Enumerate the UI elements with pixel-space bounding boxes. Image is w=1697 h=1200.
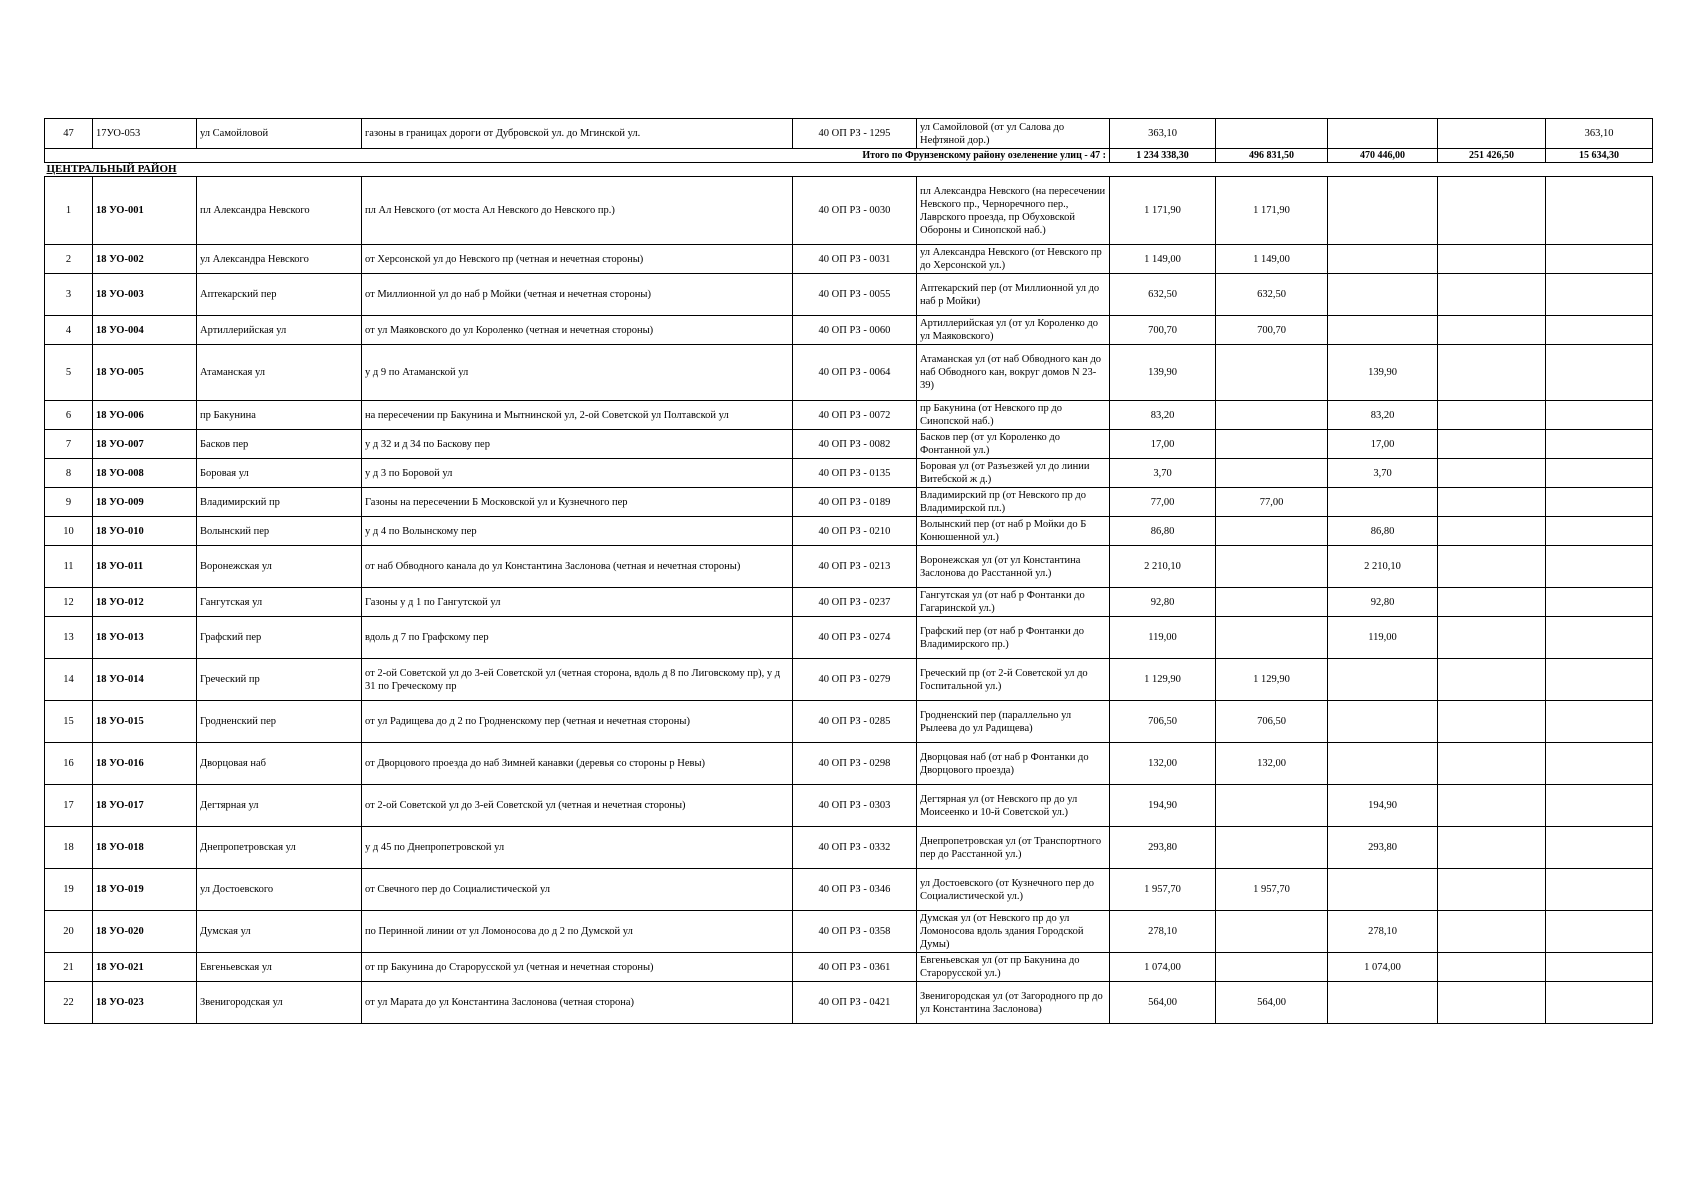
total-value: 3,70: [1110, 459, 1216, 488]
row-number: 13: [45, 617, 93, 659]
table-row: [45, 245, 1653, 274]
value-col-1: 706,50: [1216, 701, 1328, 743]
total-value: 119,00: [1110, 617, 1216, 659]
object-description: по Перинной линии от ул Ломоносова до д 2 по Думской ул: [362, 911, 793, 953]
table-row: [45, 517, 1653, 546]
row-number: 20: [45, 911, 93, 953]
row-number: 4: [45, 316, 93, 345]
value-col-3: [1438, 982, 1546, 1024]
total-value: 83,20: [1110, 401, 1216, 430]
value-col-2: 2 210,10: [1328, 546, 1438, 588]
value-col-4: [1546, 274, 1653, 316]
value-col-3: [1438, 401, 1546, 430]
object-code: 18 УО-021: [93, 953, 197, 982]
total-value: 77,00: [1110, 488, 1216, 517]
value-col-3: [1438, 316, 1546, 345]
road-section: Днепропетровская ул (от Транспортного пер до Расстанной ул.): [917, 827, 1110, 869]
object-code: 18 УО-002: [93, 245, 197, 274]
table-row: [45, 617, 1653, 659]
object-description: от Миллионной ул до наб р Мойки (четная и нечетная стороны): [362, 274, 793, 316]
total-value: 278,10: [1110, 911, 1216, 953]
object-description: от 2-ой Советской ул до 3-ей Советской ул (четная сторона, вдоль д 8 по Лиговскому пр), у д 31 по Греческому пр: [362, 659, 793, 701]
value-col-1: [1216, 827, 1328, 869]
road-section: Дворцовая наб (от наб р Фонтанки до Дворцового проезда): [917, 743, 1110, 785]
value-col-4: [1546, 546, 1653, 588]
road-section: Графский пер (от наб р Фонтанки до Владимирского пр.): [917, 617, 1110, 659]
street-name: Басков пер: [197, 430, 362, 459]
object-description: Газоны у д 1 по Гангутской ул: [362, 588, 793, 617]
road-section: Боровая ул (от Разъезжей ул до линии Витебской ж д.): [917, 459, 1110, 488]
object-code: 18 УО-006: [93, 401, 197, 430]
value-col-2: [1328, 701, 1438, 743]
value-col-1: [1216, 345, 1328, 401]
value-col-4: [1546, 827, 1653, 869]
district-total-label: Итого по Фрунзенскому району озеленение улиц - 47 :: [45, 149, 1110, 163]
registry-number: 40 ОП РЗ - 0135: [793, 459, 917, 488]
total-value: 1 957,70: [1110, 869, 1216, 911]
object-code: 18 УО-019: [93, 869, 197, 911]
value-col-3: [1438, 953, 1546, 982]
value-col-1: 1 129,90: [1216, 659, 1328, 701]
road-section: ул Достоевского (от Кузнечного пер до Социалистической ул.): [917, 869, 1110, 911]
registry-number: 40 ОП РЗ - 0060: [793, 316, 917, 345]
district-header: ЦЕНТРАЛЬНЫЙ РАЙОН: [46, 163, 177, 175]
object-description: от Свечного пер до Социалистической ул: [362, 869, 793, 911]
object-description: у д 3 по Боровой ул: [362, 459, 793, 488]
object-code: 18 УО-003: [93, 274, 197, 316]
value-col-2: 194,90: [1328, 785, 1438, 827]
road-section: Греческий пр (от 2-й Советской ул до Госпитальной ул.): [917, 659, 1110, 701]
row-number: 11: [45, 546, 93, 588]
object-code: 18 УО-023: [93, 982, 197, 1024]
road-section: Волынский пер (от наб р Мойки до Б Конюшенной ул.): [917, 517, 1110, 546]
road-section: Атаманская ул (от наб Обводного кан до наб Обводного кан, вокруг домов N 23-39): [917, 345, 1110, 401]
table-row: [45, 785, 1653, 827]
value-col-1: [1216, 430, 1328, 459]
value-col-1: [1216, 911, 1328, 953]
street-name: Воронежская ул: [197, 546, 362, 588]
object-code: 18 УО-018: [93, 827, 197, 869]
street-name: Дегтярная ул: [197, 785, 362, 827]
value-col-3: [1438, 245, 1546, 274]
total-value: 139,90: [1110, 345, 1216, 401]
object-description: от Херсонской ул до Невского пр (четная и нечетная стороны): [362, 245, 793, 274]
district-total-row: [45, 149, 1653, 163]
value-col-1: [1216, 953, 1328, 982]
row-number: 2: [45, 245, 93, 274]
road-section: Аптекарский пер (от Миллионной ул до наб р Мойки): [917, 274, 1110, 316]
value-col-2: [1328, 274, 1438, 316]
value-col-3: [1438, 911, 1546, 953]
object-code: 18 УО-013: [93, 617, 197, 659]
value-col-1: 77,00: [1216, 488, 1328, 517]
table-row: [45, 827, 1653, 869]
row-number: 16: [45, 743, 93, 785]
value-col-4: [1546, 517, 1653, 546]
object-description: от 2-ой Советской ул до 3-ей Советской ул (четная и нечетная стороны): [362, 785, 793, 827]
value-col-1: [1216, 119, 1328, 149]
object-description: на пересечении пр Бакунина и Мытнинской ул, 2-ой Советской ул Полтавской ул: [362, 401, 793, 430]
table-row: [45, 316, 1653, 345]
value-col-4: [1546, 785, 1653, 827]
registry-number: 40 ОП РЗ - 0298: [793, 743, 917, 785]
street-name: Владимирский пр: [197, 488, 362, 517]
registry-number: 40 ОП РЗ - 0285: [793, 701, 917, 743]
row-number: 15: [45, 701, 93, 743]
value-col-3: [1438, 430, 1546, 459]
road-section: Гродненский пер (параллельно ул Рылеева до ул Радищева): [917, 701, 1110, 743]
row-number: 3: [45, 274, 93, 316]
value-col-2: [1328, 743, 1438, 785]
object-code: 18 УО-001: [93, 177, 197, 245]
object-description: от Дворцового проезда до наб Зимней канавки (деревья со стороны р Невы): [362, 743, 793, 785]
value-col-2: [1328, 177, 1438, 245]
table-row: [45, 430, 1653, 459]
road-section: Звенигородская ул (от Загородного пр до ул Константина Заслонова): [917, 982, 1110, 1024]
total-value: 363,10: [1110, 119, 1216, 149]
row-number: 5: [45, 345, 93, 401]
table-row: [45, 953, 1653, 982]
object-description: газоны в границах дороги от Дубровской ул. до Мгинской ул.: [362, 119, 793, 149]
table-row: [45, 119, 1653, 149]
registry-number: 40 ОП РЗ - 0072: [793, 401, 917, 430]
district-total-value: 1 234 338,30: [1110, 149, 1216, 163]
registry-number: 40 ОП РЗ - 0064: [793, 345, 917, 401]
total-value: 1 129,90: [1110, 659, 1216, 701]
value-col-3: [1438, 785, 1546, 827]
value-col-3: [1438, 345, 1546, 401]
registry-number: 40 ОП РЗ - 0031: [793, 245, 917, 274]
total-value: 1 074,00: [1110, 953, 1216, 982]
total-value: 700,70: [1110, 316, 1216, 345]
value-col-1: 1 957,70: [1216, 869, 1328, 911]
value-col-1: [1216, 546, 1328, 588]
table-row: [45, 488, 1653, 517]
registry-number: 40 ОП РЗ - 0082: [793, 430, 917, 459]
object-code: 18 УО-017: [93, 785, 197, 827]
table-row: [45, 345, 1653, 401]
total-value: 132,00: [1110, 743, 1216, 785]
object-description: Газоны на пересечении Б Московской ул и Кузнечного пер: [362, 488, 793, 517]
total-value: 86,80: [1110, 517, 1216, 546]
street-greening-table: [44, 118, 1653, 1024]
value-col-2: 139,90: [1328, 345, 1438, 401]
table-row: [45, 869, 1653, 911]
street-name: пл Александра Невского: [197, 177, 362, 245]
object-code: 18 УО-010: [93, 517, 197, 546]
value-col-4: [1546, 869, 1653, 911]
object-code: 18 УО-015: [93, 701, 197, 743]
value-col-4: [1546, 401, 1653, 430]
value-col-1: [1216, 785, 1328, 827]
registry-number: 40 ОП РЗ - 0346: [793, 869, 917, 911]
value-col-4: [1546, 430, 1653, 459]
street-name: Аптекарский пер: [197, 274, 362, 316]
row-number: 17: [45, 785, 93, 827]
registry-number: 40 ОП РЗ - 0332: [793, 827, 917, 869]
street-name: Графский пер: [197, 617, 362, 659]
district-total-col-3: 251 426,50: [1438, 149, 1546, 163]
value-col-4: [1546, 345, 1653, 401]
value-col-3: [1438, 119, 1546, 149]
row-number: 14: [45, 659, 93, 701]
value-col-2: 3,70: [1328, 459, 1438, 488]
value-col-1: [1216, 588, 1328, 617]
value-col-2: 86,80: [1328, 517, 1438, 546]
table-row: [45, 701, 1653, 743]
object-code: 18 УО-008: [93, 459, 197, 488]
value-col-1: 132,00: [1216, 743, 1328, 785]
value-col-1: 700,70: [1216, 316, 1328, 345]
value-col-4: [1546, 245, 1653, 274]
value-col-1: 564,00: [1216, 982, 1328, 1024]
row-number: 6: [45, 401, 93, 430]
object-description: от ул Маяковского до ул Короленко (четная и нечетная стороны): [362, 316, 793, 345]
road-section: Артиллерийская ул (от ул Короленко до ул Маяковского): [917, 316, 1110, 345]
table-row: [45, 743, 1653, 785]
object-description: от ул Марата до ул Константина Заслонова (четная сторона): [362, 982, 793, 1024]
table-row: [45, 177, 1653, 245]
total-value: 2 210,10: [1110, 546, 1216, 588]
object-description: у д 45 по Днепропетровской ул: [362, 827, 793, 869]
value-col-2: [1328, 982, 1438, 1024]
value-col-2: [1328, 869, 1438, 911]
district-total-col-4: 15 634,30: [1546, 149, 1653, 163]
object-code: 18 УО-012: [93, 588, 197, 617]
total-value: 293,80: [1110, 827, 1216, 869]
value-col-3: [1438, 743, 1546, 785]
object-description: пл Ал Невского (от моста Ал Невского до Невского пр.): [362, 177, 793, 245]
street-name: ул Самойловой: [197, 119, 362, 149]
street-name: Гродненский пер: [197, 701, 362, 743]
street-name: Звенигородская ул: [197, 982, 362, 1024]
value-col-1: 1 171,90: [1216, 177, 1328, 245]
value-col-1: [1216, 517, 1328, 546]
street-name: Днепропетровская ул: [197, 827, 362, 869]
value-col-3: [1438, 869, 1546, 911]
registry-number: 40 ОП РЗ - 0361: [793, 953, 917, 982]
value-col-4: [1546, 588, 1653, 617]
table-row: [45, 401, 1653, 430]
street-name: Атаманская ул: [197, 345, 362, 401]
table-row: [45, 982, 1653, 1024]
object-code: 18 УО-014: [93, 659, 197, 701]
value-col-2: [1328, 316, 1438, 345]
document-sheet: [44, 118, 1652, 1024]
value-col-1: 1 149,00: [1216, 245, 1328, 274]
value-col-3: [1438, 177, 1546, 245]
registry-number: 40 ОП РЗ - 0358: [793, 911, 917, 953]
total-value: 632,50: [1110, 274, 1216, 316]
row-number: 22: [45, 982, 93, 1024]
road-section: Басков пер (от ул Короленко до Фонтанной ул.): [917, 430, 1110, 459]
street-name: Боровая ул: [197, 459, 362, 488]
road-section: пр Бакунина (от Невского пр до Синопской наб.): [917, 401, 1110, 430]
value-col-1: [1216, 617, 1328, 659]
row-number: 21: [45, 953, 93, 982]
road-section: пл Александра Невского (на пересечении Невского пр., Черноречного пер., Лаврского проезда, пр Обуховской Обороны и Синопской наб.): [917, 177, 1110, 245]
row-number: 47: [45, 119, 93, 149]
value-col-2: [1328, 119, 1438, 149]
value-col-4: [1546, 743, 1653, 785]
row-number: 8: [45, 459, 93, 488]
total-value: 564,00: [1110, 982, 1216, 1024]
value-col-4: [1546, 701, 1653, 743]
value-col-4: [1546, 953, 1653, 982]
value-col-3: [1438, 488, 1546, 517]
value-col-2: 92,80: [1328, 588, 1438, 617]
street-name: Дворцовая наб: [197, 743, 362, 785]
value-col-3: [1438, 459, 1546, 488]
value-col-2: 119,00: [1328, 617, 1438, 659]
value-col-2: 83,20: [1328, 401, 1438, 430]
street-name: Евгеньевская ул: [197, 953, 362, 982]
registry-number: 40 ОП РЗ - 1295: [793, 119, 917, 149]
object-description: от наб Обводного канала до ул Константина Заслонова (четная и нечетная стороны): [362, 546, 793, 588]
total-value: 1 149,00: [1110, 245, 1216, 274]
street-name: Думская ул: [197, 911, 362, 953]
value-col-3: [1438, 827, 1546, 869]
object-description: у д 32 и д 34 по Баскову пер: [362, 430, 793, 459]
street-name: пр Бакунина: [197, 401, 362, 430]
object-code: 18 УО-005: [93, 345, 197, 401]
value-col-3: [1438, 274, 1546, 316]
street-name: Гангутская ул: [197, 588, 362, 617]
total-value: 194,90: [1110, 785, 1216, 827]
value-col-3: [1438, 588, 1546, 617]
value-col-2: 17,00: [1328, 430, 1438, 459]
registry-number: 40 ОП РЗ - 0279: [793, 659, 917, 701]
object-code: 18 УО-007: [93, 430, 197, 459]
row-number: 18: [45, 827, 93, 869]
value-col-2: [1328, 245, 1438, 274]
district-header-row: [45, 163, 1653, 177]
table-row: [45, 588, 1653, 617]
table-row: [45, 659, 1653, 701]
row-number: 1: [45, 177, 93, 245]
object-code: 18 УО-020: [93, 911, 197, 953]
table-row: [45, 459, 1653, 488]
registry-number: 40 ОП РЗ - 0210: [793, 517, 917, 546]
value-col-3: [1438, 617, 1546, 659]
value-col-1: [1216, 459, 1328, 488]
object-description: вдоль д 7 по Графскому пер: [362, 617, 793, 659]
total-value: 706,50: [1110, 701, 1216, 743]
row-number: 12: [45, 588, 93, 617]
registry-number: 40 ОП РЗ - 0055: [793, 274, 917, 316]
street-name: ул Достоевского: [197, 869, 362, 911]
value-col-2: [1328, 488, 1438, 517]
value-col-2: [1328, 659, 1438, 701]
row-number: 7: [45, 430, 93, 459]
road-section: Думская ул (от Невского пр до ул Ломоносова вдоль здания Городской Думы): [917, 911, 1110, 953]
value-col-2: 278,10: [1328, 911, 1438, 953]
road-section: ул Александра Невского (от Невского пр до Херсонской ул.): [917, 245, 1110, 274]
object-code: 17УО-053: [93, 119, 197, 149]
object-description: от ул Радищева до д 2 по Гродненскому пер (четная и нечетная стороны): [362, 701, 793, 743]
value-col-1: [1216, 401, 1328, 430]
value-col-3: [1438, 517, 1546, 546]
road-section: Воронежская ул (от ул Константина Заслонова до Расстанной ул.): [917, 546, 1110, 588]
table-row: [45, 274, 1653, 316]
object-description: у д 4 по Волынскому пер: [362, 517, 793, 546]
object-code: 18 УО-016: [93, 743, 197, 785]
value-col-4: 363,10: [1546, 119, 1653, 149]
value-col-3: [1438, 546, 1546, 588]
row-number: 19: [45, 869, 93, 911]
registry-number: 40 ОП РЗ - 0274: [793, 617, 917, 659]
value-col-4: [1546, 911, 1653, 953]
row-number: 10: [45, 517, 93, 546]
road-section: ул Самойловой (от ул Салова до Нефтяной дор.): [917, 119, 1110, 149]
value-col-4: [1546, 982, 1653, 1024]
table-row: [45, 546, 1653, 588]
registry-number: 40 ОП РЗ - 0213: [793, 546, 917, 588]
street-name: Греческий пр: [197, 659, 362, 701]
street-name: ул Александра Невского: [197, 245, 362, 274]
value-col-3: [1438, 659, 1546, 701]
registry-number: 40 ОП РЗ - 0303: [793, 785, 917, 827]
object-code: 18 УО-009: [93, 488, 197, 517]
district-total-col-1: 496 831,50: [1216, 149, 1328, 163]
value-col-4: [1546, 177, 1653, 245]
district-total-col-2: 470 446,00: [1328, 149, 1438, 163]
value-col-2: 293,80: [1328, 827, 1438, 869]
value-col-4: [1546, 459, 1653, 488]
object-code: 18 УО-011: [93, 546, 197, 588]
road-section: Дегтярная ул (от Невского пр до ул Моисеенко и 10-й Советской ул.): [917, 785, 1110, 827]
object-description: от пр Бакунина до Старорусской ул (четная и нечетная стороны): [362, 953, 793, 982]
value-col-2: 1 074,00: [1328, 953, 1438, 982]
table-row: [45, 911, 1653, 953]
street-name: Волынский пер: [197, 517, 362, 546]
value-col-4: [1546, 316, 1653, 345]
road-section: Евгеньевская ул (от пр Бакунина до Старорусской ул.): [917, 953, 1110, 982]
registry-number: 40 ОП РЗ - 0030: [793, 177, 917, 245]
value-col-3: [1438, 701, 1546, 743]
object-code: 18 УО-004: [93, 316, 197, 345]
registry-number: 40 ОП РЗ - 0237: [793, 588, 917, 617]
value-col-4: [1546, 488, 1653, 517]
total-value: 92,80: [1110, 588, 1216, 617]
value-col-4: [1546, 617, 1653, 659]
registry-number: 40 ОП РЗ - 0189: [793, 488, 917, 517]
road-section: Гангутская ул (от наб р Фонтанки до Гагаринской ул.): [917, 588, 1110, 617]
total-value: 1 171,90: [1110, 177, 1216, 245]
road-section: Владимирский пр (от Невского пр до Владимирской пл.): [917, 488, 1110, 517]
object-description: у д 9 по Атаманской ул: [362, 345, 793, 401]
registry-number: 40 ОП РЗ - 0421: [793, 982, 917, 1024]
total-value: 17,00: [1110, 430, 1216, 459]
value-col-4: [1546, 659, 1653, 701]
street-name: Артиллерийская ул: [197, 316, 362, 345]
row-number: 9: [45, 488, 93, 517]
value-col-1: 632,50: [1216, 274, 1328, 316]
